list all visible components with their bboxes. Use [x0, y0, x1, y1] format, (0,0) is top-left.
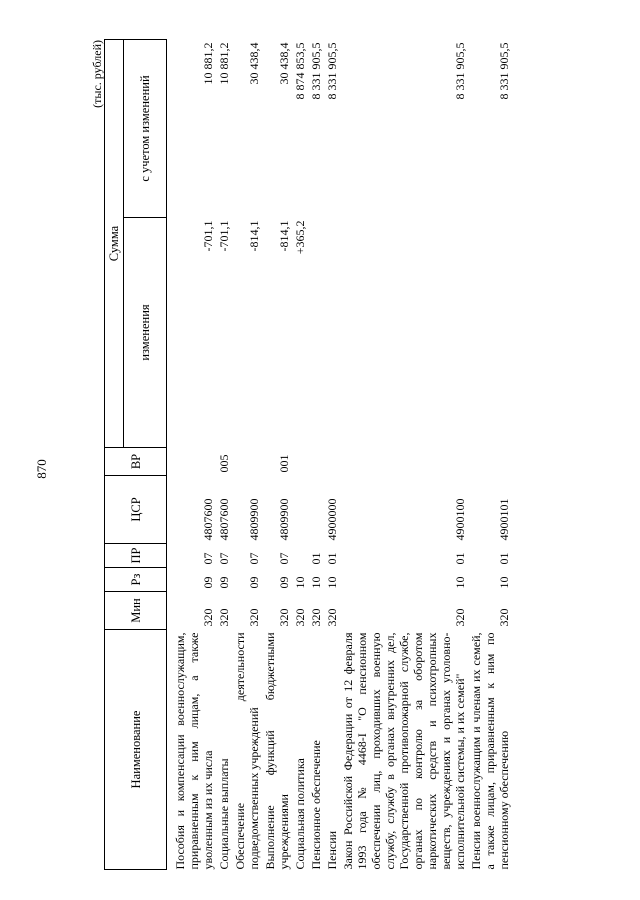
row-min: 320	[325, 608, 339, 627]
row-name: Пенсии	[325, 830, 339, 870]
row-vr: 005	[217, 454, 231, 473]
row-total: 8 331 905,5	[497, 42, 511, 100]
row-csr: 4807600	[201, 498, 215, 541]
table-row	[340, 40, 468, 870]
table-row	[232, 40, 262, 870]
row-total: 30 438,4	[247, 42, 261, 85]
header-csr: ЦСР	[105, 476, 167, 544]
header-pr: ПР	[105, 544, 167, 568]
row-name: Социальные выплаты	[217, 758, 231, 870]
row-total: 8 331 905,5	[453, 42, 467, 100]
row-change: +365,2	[293, 220, 307, 255]
row-csr: 4809900	[247, 498, 261, 541]
row-name: Пособия и компенсации военнослужащим, приравненным к ним лицам, а также уволенным из их числа	[173, 632, 215, 870]
row-total: 10 881,2	[201, 42, 215, 85]
row-name: Социальная политика	[293, 758, 307, 870]
row-vr	[308, 448, 324, 476]
row-vr	[232, 448, 262, 476]
row-pr: 01	[309, 552, 323, 565]
units-label: (тыс. рублей)	[90, 40, 104, 108]
row-min: 320	[497, 608, 511, 627]
row-total: 8 331 905,5	[325, 42, 339, 100]
row-csr: 4900101	[497, 498, 511, 541]
row-total: 8 874 853,5	[293, 42, 307, 100]
header-rz: Рз	[105, 568, 167, 592]
row-change	[340, 218, 468, 448]
row-csr: 4900000	[325, 498, 339, 541]
row-change	[468, 218, 512, 448]
row-name: Пенсии военнослужащим и членам их семей, а также лицам, приравненным к ним по пенсионному обеспечению	[469, 632, 511, 870]
table-header	[105, 40, 167, 870]
table-row	[308, 40, 324, 870]
budget-table	[104, 39, 512, 870]
table-row	[167, 40, 217, 870]
row-pr: 01	[453, 552, 467, 565]
row-vr	[468, 448, 512, 476]
row-pr	[292, 544, 308, 568]
table-body	[167, 40, 513, 870]
row-csr	[308, 476, 324, 544]
row-pr: 07	[247, 552, 261, 565]
row-pr: 01	[497, 552, 511, 565]
row-rz: 09	[277, 576, 291, 589]
table-row	[262, 40, 292, 870]
row-change: -701,1	[201, 220, 215, 252]
row-min: 320	[293, 608, 307, 627]
row-name: Выполнение функций бюджетными учреждениями	[263, 632, 291, 870]
header-min: Мин	[105, 592, 167, 630]
row-pr: 07	[201, 552, 215, 565]
row-rz: 09	[201, 576, 215, 589]
header-name: Наименование	[105, 630, 167, 870]
row-min: 320	[247, 608, 261, 627]
table-row	[324, 40, 340, 870]
row-total: 10 881,2	[217, 42, 231, 85]
row-min: 320	[201, 608, 215, 627]
row-csr: 4807600	[217, 498, 231, 541]
row-vr: 001	[277, 454, 291, 473]
row-csr: 4809900	[277, 498, 291, 541]
row-rz: 10	[497, 576, 511, 589]
page-number: 870	[33, 459, 49, 479]
header-change: изменения	[124, 218, 167, 448]
row-name: Обеспечение деятельности подведомственных учреждений	[233, 632, 261, 870]
row-rz: 10	[325, 576, 339, 589]
row-name: Пенсионное обеспечение	[309, 740, 323, 870]
row-name: Закон Российской Федерации от 12 февраля 1993 года № 4468-I "О пенсионном обеспечении лиц, проходивших военную службу, службу в органах внутренних дел, Государственной противопожарной службе, органах по контролю за оборотом наркотических средств и психотропных веществ, учреждениях и органах уголовно-исполнительной системы, и их семей"	[341, 632, 467, 870]
table-row	[292, 40, 308, 870]
row-min: 320	[217, 608, 231, 627]
row-rz: 10	[453, 576, 467, 589]
row-change: -814,1	[277, 220, 291, 252]
row-change: -701,1	[217, 220, 231, 252]
row-pr: 07	[217, 552, 231, 565]
row-rz: 09	[217, 576, 231, 589]
row-csr: 4900100	[453, 498, 467, 541]
row-min: 320	[309, 608, 323, 627]
row-total: 30 438,4	[277, 42, 291, 85]
row-min: 320	[277, 608, 291, 627]
row-change	[324, 218, 340, 448]
row-rz: 10	[293, 576, 307, 589]
row-total: 8 331 905,5	[309, 42, 323, 100]
row-rz: 09	[247, 576, 261, 589]
rotated-page-content	[90, 40, 560, 870]
table-row	[216, 40, 232, 870]
row-vr	[292, 448, 308, 476]
header-vr: ВР	[105, 448, 167, 476]
row-pr: 01	[325, 552, 339, 565]
row-csr	[292, 476, 308, 544]
row-pr: 07	[277, 552, 291, 565]
row-min: 320	[453, 608, 467, 627]
row-change: -814,1	[247, 220, 261, 252]
row-vr	[324, 448, 340, 476]
header-with-changes: с учетом изменений	[124, 40, 167, 218]
row-rz: 10	[309, 576, 323, 589]
row-vr	[167, 448, 217, 476]
header-sum: Сумма	[105, 40, 124, 448]
row-change	[308, 218, 324, 448]
row-vr	[340, 448, 468, 476]
table-row	[468, 40, 512, 870]
